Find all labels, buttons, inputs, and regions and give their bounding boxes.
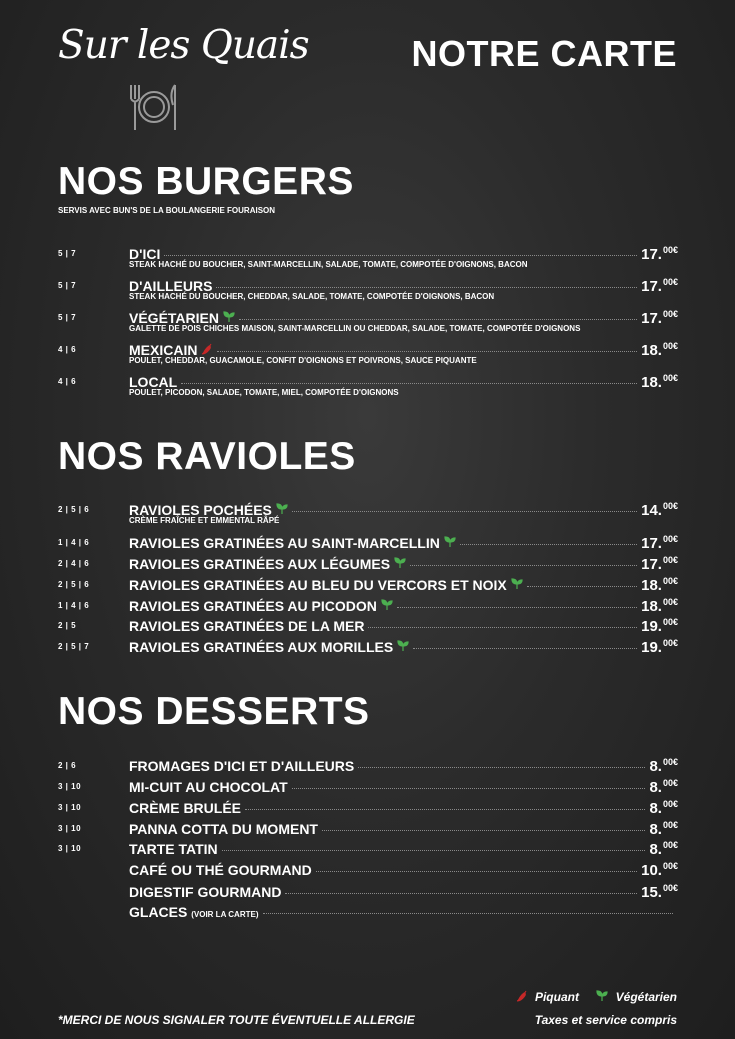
item-name: GLACES (VOIR LA CARTE) xyxy=(129,904,259,920)
allergen-codes: 4 | 6 xyxy=(58,345,77,354)
item-name: D'ICI xyxy=(129,246,161,262)
allergen-codes: 4 | 6 xyxy=(58,377,77,386)
section-title-ravioles: NOS RAVIOLES xyxy=(58,435,356,478)
logo-text: Sur les Quais xyxy=(58,23,309,68)
item-name: RAVIOLES GRATINÉES AUX MORILLES xyxy=(129,639,394,655)
page-title: NOTRE CARTE xyxy=(411,33,677,74)
item-name: D'AILLEURS xyxy=(129,278,213,294)
allergen-codes: 2 | 5 | 6 xyxy=(58,580,90,589)
item-name: CRÈME BRULÉE xyxy=(129,800,242,816)
dot-leader xyxy=(413,648,637,649)
menu-item xyxy=(58,778,678,798)
allergen-codes: 2 | 6 xyxy=(58,761,77,770)
section-subtitle-burgers: SERVIS AVEC BUN'S DE LA BOULANGERIE FOURAISON xyxy=(58,206,276,215)
dot-leader xyxy=(216,287,637,288)
menu-item xyxy=(58,903,678,923)
menu-item xyxy=(58,341,678,365)
item-description: STEAK HACHÉ DU BOUCHER, SAINT-MARCELLIN, SALADE, TOMATE, COMPOTÉE D'OIGNONS, BACON xyxy=(129,260,528,269)
vegetarian-icon xyxy=(394,557,406,569)
menu-item xyxy=(58,861,678,881)
item-price: 10.$^{00€}$ xyxy=(641,861,678,879)
dot-leader xyxy=(322,830,645,831)
menu-item xyxy=(58,799,678,819)
menu-item xyxy=(58,757,678,777)
dot-leader xyxy=(222,850,646,851)
item-note: (VOIR LA CARTE) xyxy=(191,910,259,919)
menu-item xyxy=(58,617,678,637)
item-price: 18.$^{00€}$ xyxy=(641,341,678,359)
taxes-note: Taxes et service compris xyxy=(534,1013,677,1027)
allergen-codes: 3 | 10 xyxy=(58,782,82,791)
menu-item xyxy=(58,309,678,333)
dot-leader xyxy=(263,913,674,914)
item-price: 17.$^{00€}$ xyxy=(641,555,678,573)
item-name: RAVIOLES GRATINÉES AUX LÉGUMES xyxy=(129,556,391,572)
vegetarian-icon xyxy=(276,503,288,515)
allergen-codes: 5 | 7 xyxy=(58,281,77,290)
item-name: RAVIOLES GRATINÉES AU SAINT-MARCELLIN xyxy=(129,535,440,551)
item-price: 19.$^{00€}$ xyxy=(641,617,678,635)
item-description: POULET, PICODON, SALADE, TOMATE, MIEL, COMPOTÉE D'OIGNONS xyxy=(129,388,399,397)
allergen-codes: 1 | 4 | 6 xyxy=(58,601,90,610)
menu-item xyxy=(58,534,678,554)
dot-leader xyxy=(316,871,637,872)
dot-leader xyxy=(239,319,637,320)
menu-item xyxy=(58,820,678,840)
section-title-burgers: NOS BURGERS xyxy=(58,160,354,203)
vegetarian-icon xyxy=(444,536,456,548)
item-name: TARTE TATIN xyxy=(129,841,218,857)
allergen-codes: 2 | 5 | 6 xyxy=(58,505,90,514)
item-name: MI-CUIT AU CHOCOLAT xyxy=(129,779,288,795)
item-name: RAVIOLES POCHÉES xyxy=(129,502,272,518)
dot-leader xyxy=(245,809,645,810)
allergen-codes: 2 | 4 | 6 xyxy=(58,559,90,568)
allergen-codes: 3 | 10 xyxy=(58,844,82,853)
vegetarian-icon xyxy=(223,311,235,323)
dot-leader xyxy=(285,893,637,894)
vegetarian-icon xyxy=(511,578,523,590)
item-description: STEAK HACHÉ DU BOUCHER, CHEDDAR, SALADE, TOMATE, COMPOTÉE D'OIGNONS, BACON xyxy=(129,292,495,301)
item-price: 19.$^{00€}$ xyxy=(641,638,678,656)
item-price: 18.$^{00€}$ xyxy=(641,576,678,594)
dot-leader xyxy=(358,767,645,768)
vegetarian-icon xyxy=(596,990,608,1002)
dot-leader xyxy=(460,544,637,545)
item-name: RAVIOLES GRATINÉES AU PICODON xyxy=(129,598,377,614)
item-price: 17.$^{00€}$ xyxy=(641,534,678,552)
allergen-codes: 2 | 5 xyxy=(58,621,77,630)
dot-leader xyxy=(368,627,637,628)
item-description: CRÈME FRAÎCHE ET EMMENTAL RÂPÉ xyxy=(129,516,280,525)
dot-leader xyxy=(292,511,637,512)
dot-leader xyxy=(397,607,637,608)
allergen-codes: 5 | 7 xyxy=(58,313,77,322)
item-name: MEXICAIN xyxy=(129,342,198,358)
menu-item xyxy=(58,373,678,397)
allergen-codes: 5 | 7 xyxy=(58,249,77,258)
logo xyxy=(58,23,309,68)
item-price: 8.$^{00€}$ xyxy=(649,757,678,775)
menu-item xyxy=(58,245,678,269)
item-price: 8.$^{00€}$ xyxy=(649,820,678,838)
item-price: 18.$^{00€}$ xyxy=(641,597,678,615)
item-price: 8.$^{00€}$ xyxy=(649,799,678,817)
item-price: 8.$^{00€}$ xyxy=(649,840,678,858)
legend xyxy=(512,990,677,1004)
item-name: CAFÉ OU THÉ GOURMAND xyxy=(129,862,312,878)
dot-leader xyxy=(527,586,637,587)
allergy-note: *MERCI DE NOUS SIGNALER TOUTE ÉVENTUELLE ALLERGIE xyxy=(58,1013,415,1027)
item-name: RAVIOLES GRATINÉES DE LA MER xyxy=(129,618,365,634)
allergen-codes: 3 | 10 xyxy=(58,824,82,833)
vegetarian-icon xyxy=(381,599,393,611)
allergen-codes: 3 | 10 xyxy=(58,803,82,812)
item-price xyxy=(677,903,678,921)
item-name: DIGESTIF GOURMAND xyxy=(129,884,282,900)
chili-pepper-icon xyxy=(516,990,528,1002)
menu-item xyxy=(58,501,678,525)
allergen-codes: 1 | 4 | 6 xyxy=(58,538,90,547)
dot-leader xyxy=(164,255,637,256)
chili-pepper-icon xyxy=(201,343,213,355)
menu-item xyxy=(58,576,678,596)
menu-item xyxy=(58,277,678,301)
item-price: 18.$^{00€}$ xyxy=(641,373,678,391)
item-price: 17.$^{00€}$ xyxy=(641,309,678,327)
item-price: 8.$^{00€}$ xyxy=(649,778,678,796)
dot-leader xyxy=(292,788,646,789)
menu-item xyxy=(58,555,678,575)
item-name: VÉGÉTARIEN xyxy=(129,310,219,326)
vegetarian-icon xyxy=(397,640,409,652)
legend-spicy: Piquant xyxy=(534,990,579,1004)
item-name: FROMAGES D'ICI ET D'AILLEURS xyxy=(129,758,355,774)
allergen-codes: 2 | 5 | 7 xyxy=(58,642,90,651)
item-name: LOCAL xyxy=(129,374,178,390)
legend-vegetarian: Végétarien xyxy=(615,990,677,1004)
section-title-desserts: NOS DESSERTS xyxy=(58,690,370,733)
item-name: RAVIOLES GRATINÉES AU BLEU DU VERCORS ET NOIX xyxy=(129,577,507,593)
item-price: 14.$^{00€}$ xyxy=(641,501,678,519)
item-price: 17.$^{00€}$ xyxy=(641,245,678,263)
item-name: PANNA COTTA DU MOMENT xyxy=(129,821,318,837)
item-description: GALETTE DE POIS CHICHES MAISON, SAINT-MARCELLIN OU CHEDDAR, SALADE, TOMATE, COMPOTÉE D'OIGNONS xyxy=(129,324,581,333)
item-description: POULET, CHEDDAR, GUACAMOLE, CONFIT D'OIGNONS ET POIVRONS, SAUCE PIQUANTE xyxy=(129,356,477,365)
menu-item xyxy=(58,883,678,903)
menu-item xyxy=(58,840,678,860)
dot-leader xyxy=(217,351,637,352)
item-price: 15.$^{00€}$ xyxy=(641,883,678,901)
menu-item xyxy=(58,597,678,617)
dot-leader xyxy=(181,383,637,384)
cutlery-plate-icon xyxy=(128,82,180,132)
menu-item xyxy=(58,638,678,658)
item-price: 17.$^{00€}$ xyxy=(641,277,678,295)
dot-leader xyxy=(410,565,637,566)
